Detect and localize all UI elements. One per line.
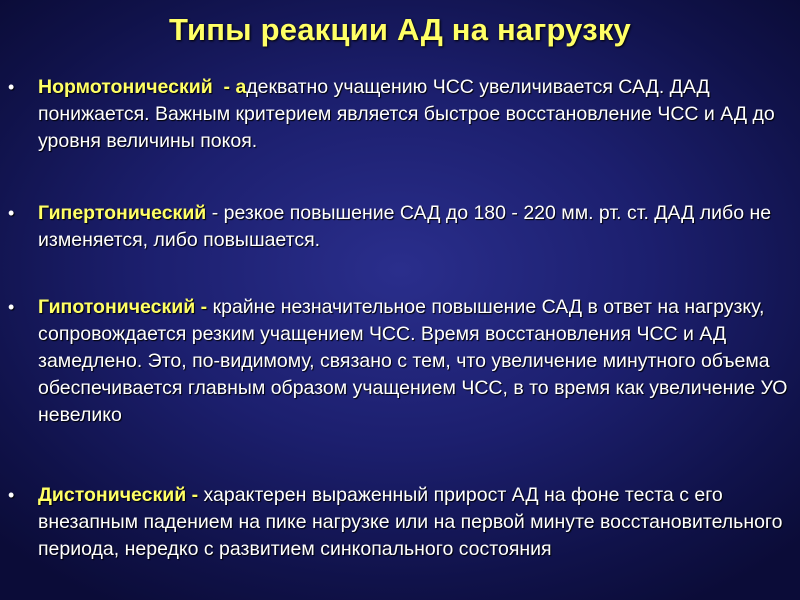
item-description: декватно учащению ЧСС увеличивается САД. ДАД понижается. Важным критерием является быстрое восстановление ЧСС и АД до уровня величины покоя. [38,76,775,152]
bullet-marker: • [8,297,15,317]
term-separator: - [206,202,224,224]
bullet-marker: • [8,485,15,505]
list-item-hypotonic [8,294,790,429]
term-separator: - [186,484,204,506]
item-description: характерен выраженный прирост АД на фоне теста с его внезапным падением на пике нагрузке или на первой минуте восстановительного периода, нередко с развитием синкопального состояния [38,484,783,560]
term-hypotonic: Гипотонический [38,296,196,318]
list-item-normotonic [8,74,790,155]
bullet-marker: • [8,203,15,223]
term-normotonic: Нормотонический [38,76,213,98]
term-separator: - а [212,76,247,98]
list-item-dystonic [8,482,790,563]
bullet-marker: • [8,77,15,97]
item-description: резкое повышение САД до 180 - 220 мм. рт. ст. ДАД либо не изменяется, либо повышается. [38,202,772,251]
term-dystonic: Дистонический [38,484,187,506]
term-separator: - [195,296,213,318]
list-item-hypertonic [8,200,790,254]
item-description: крайне незначительное повышение САД в ответ на нагрузку, сопровождается резким учащением ЧСС. Время восстановления ЧСС и АД замедлено. Это, по-видимому, связано с тем, что увеличение минутного объема обеспечивается главным образом учащением ЧСС, в то время как увеличение УО невелико [38,296,788,426]
term-hypertonic: Гипертонический [38,202,207,224]
slide-title: Типы реакции АД на нагрузку [169,12,631,47]
